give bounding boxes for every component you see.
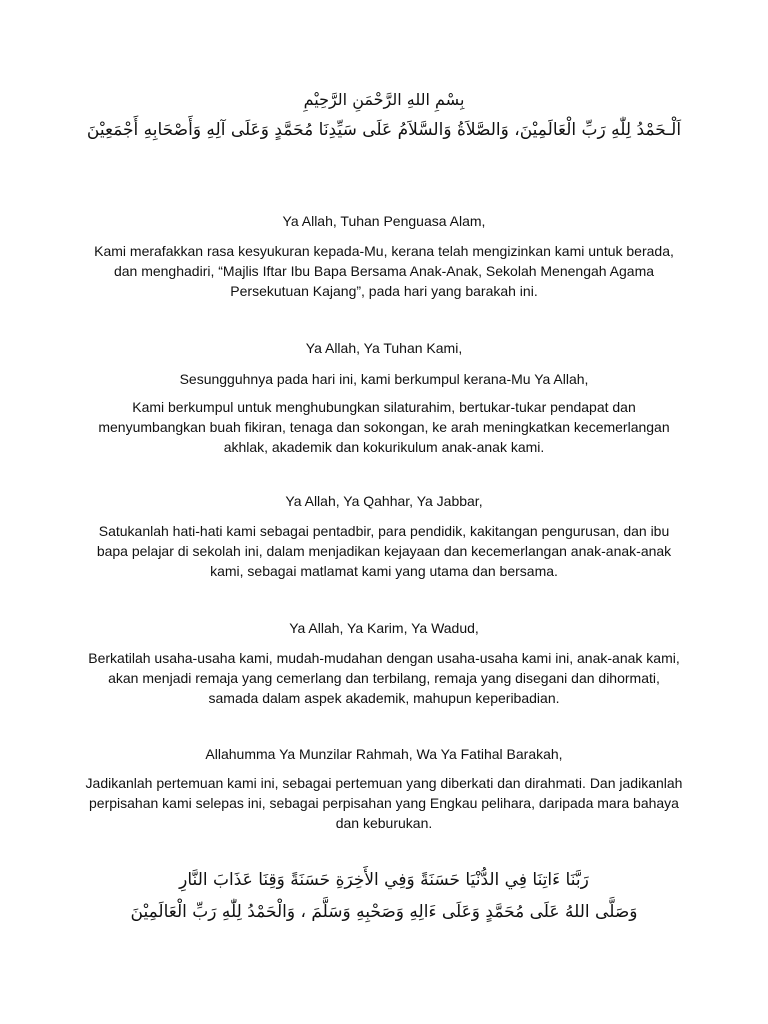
paragraph-3: Kami berkumpul untuk menghubungkan silaturahim, bertukar-tukar pendapat dan menyumbangkan buah fikiran, tenaga dan sokongan, ke arah meningkatkan kecemerlangan akhlak, akademik dan kokurikulum anak-anak kami.: [98, 399, 670, 455]
paragraph-5: Berkatilah usaha-usaha kami, mudah-mudahan dengan usaha-usaha kami ini, anak-anak kami, akan menjadi remaja yang cemerlang dan terbilang, remaja yang disegani dan dihormati, samada dalam aspek akademik, mahupun keperibadian.: [88, 650, 680, 706]
opening-arabic-praise: اَلْـحَمْدُ لِلّٰهِ رَبِّ الْعَالَمِيْنَ، وَالصَّلاَةُ وَالسَّلاَمُ عَلَى سَيِّدِنَا مُحَمَّدٍ وَعَلَى آلِهِ وَأَصْحَابِهِ أَجْمَعِيْنَ: [86, 120, 682, 140]
invocation-1: Ya Allah, Tuhan Penguasa Alam,: [282, 213, 486, 229]
closing-arabic-prayer: رَبَّنَا ءَاتِنَا فِي الدُّنْيَا حَسَنَةً وَفِي الأَخِرَةِ حَسَنَةً وَقِنَا عَذَابَ النَّارِ: [179, 870, 589, 890]
paragraph-6: Jadikanlah pertemuan kami ini, sebagai pertemuan yang diberkati dan dirahmati. Dan jadikanlah perpisahan kami selepas ini, sebagai perpisahan yang Engkau pelihara, daripada mara bahaya dan keburukan.: [85, 775, 683, 831]
paragraph-4: Satukanlah hati-hati kami sebagai pentadbir, para pendidik, kakitangan pengurusan, dan ibu bapa pelajar di sekolah ini, dalam menjadikan kejayaan dan kecemerlangan anak-anak-anak kami, sebagai matlamat kami yang utama dan bersama.: [96, 523, 672, 579]
invocation-4: Ya Allah, Ya Karim, Ya Wadud,: [289, 620, 479, 636]
paragraph-1: Kami merafakkan rasa kesyukuran kepada-Mu, kerana telah mengizinkan kami untuk berada, dan menghadiri, “Majlis Iftar Ibu Bapa Bersama Anak-Anak, Sekolah Menengah Agama Persekutuan Kajang”, pada hari yang barakah ini.: [94, 243, 674, 299]
closing-arabic-salawat: وَصَلَّى اللهُ عَلَى مُحَمَّدٍ وَعَلَى ءَالِهِ وَصَحْبِهِ وَسَلَّمَ ، وَالْحَمْدُ لِلّٰهِ رَبِّ الْعَالَمِيْنَ: [130, 902, 638, 922]
paragraph-2: Sesungguhnya pada hari ini, kami berkumpul kerana-Mu Ya Allah,: [179, 371, 589, 387]
basmalah-heading: بِسْمِ اللهِ الرَّحْمَنِ الرَّحِيْمِ: [303, 90, 465, 109]
invocation-5: Allahumma Ya Munzilar Rahmah, Wa Ya Fatihal Barakah,: [205, 746, 563, 762]
invocation-3: Ya Allah, Ya Qahhar, Ya Jabbar,: [285, 493, 483, 509]
invocation-2: Ya Allah, Ya Tuhan Kami,: [305, 340, 463, 356]
